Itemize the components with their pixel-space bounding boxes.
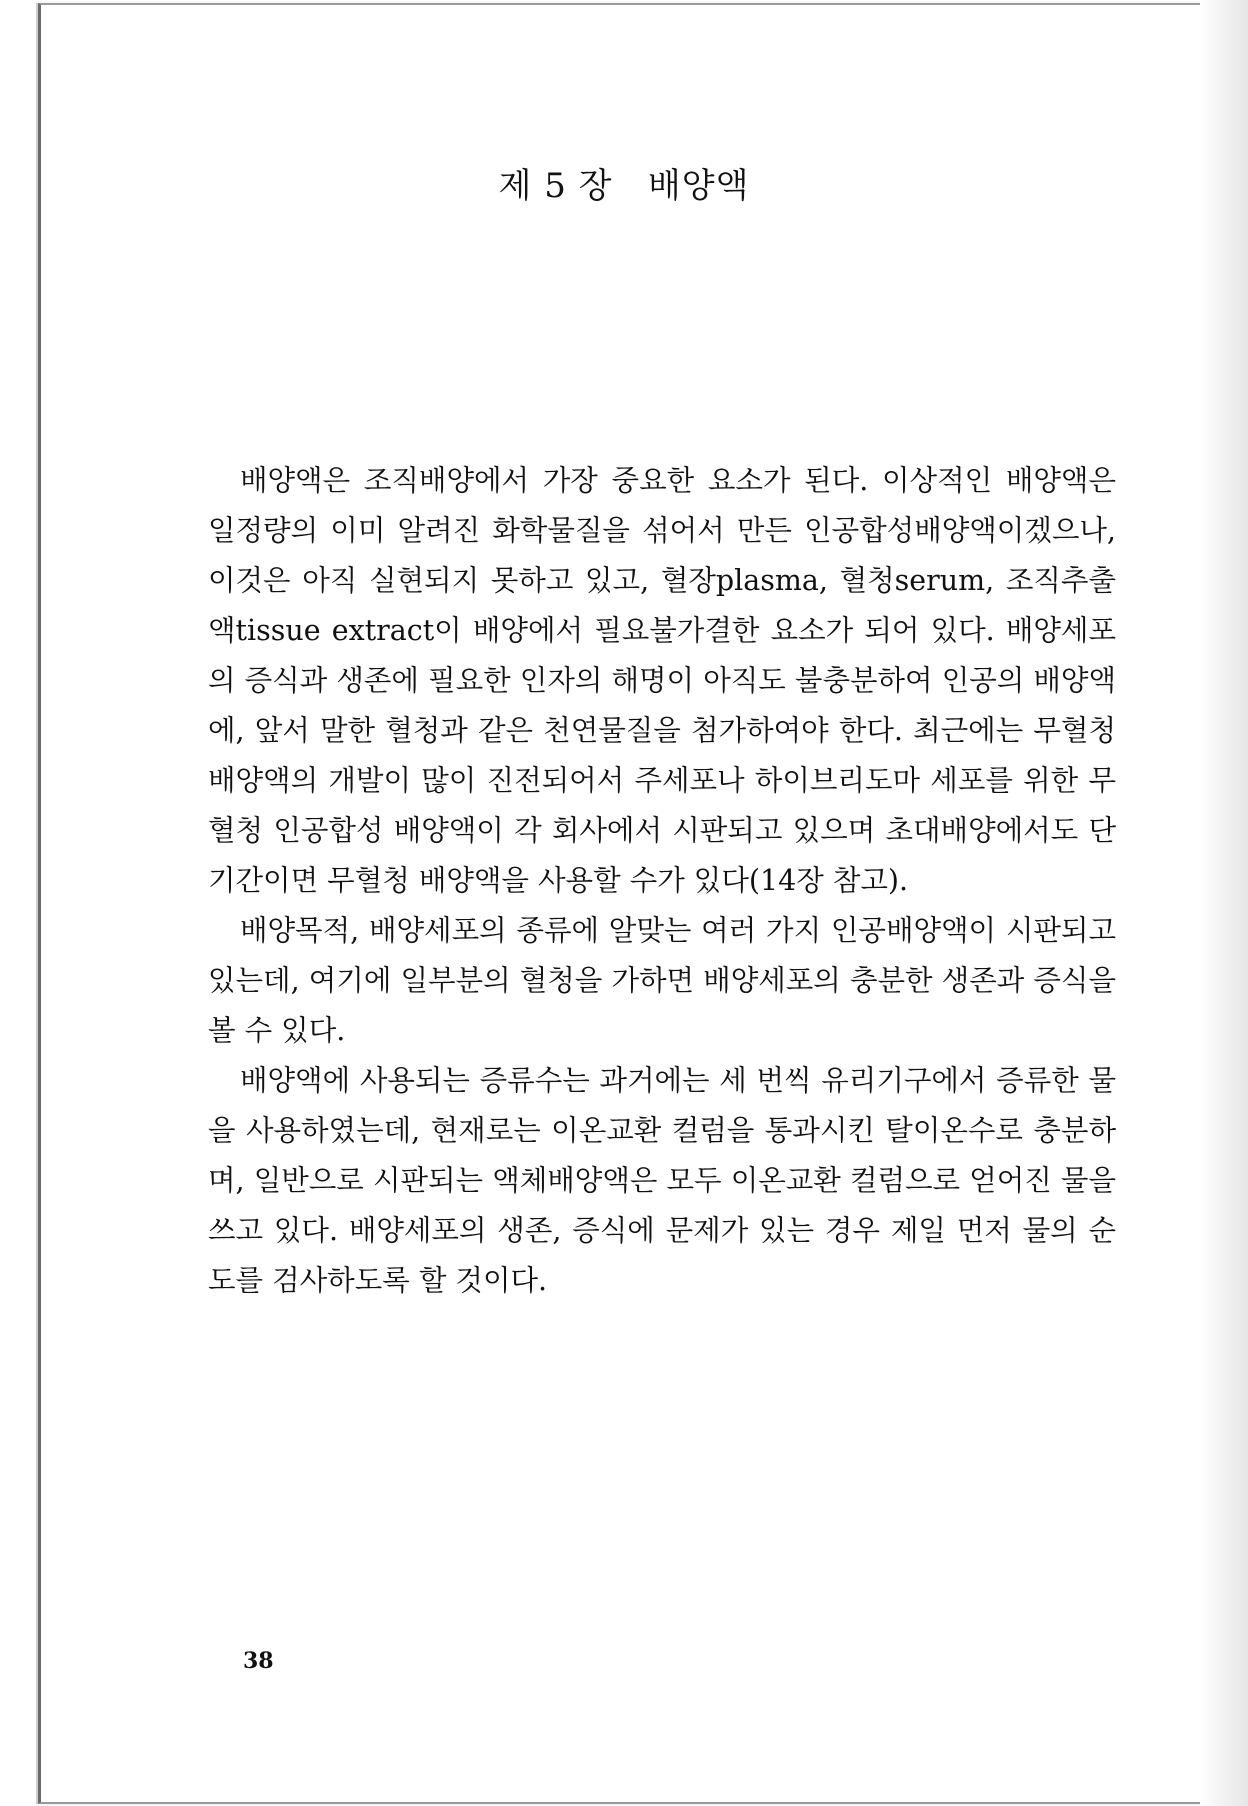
paragraph-1: 배양액은 조직배양에서 가장 중요한 요소가 된다. 이상적인 배양액은 일정량의 이미 알려진 화학물질을 섞어서 만든 인공합성배양액이겠으나, 이것은 아직 실현되지 못하고 있고, 혈장plasma, 혈청serum, 조직추출액tissue extract이 배양에서 필요불가결한 요소가 되어 있다. 배양세포의 증식과 생존에 필요한 인자의 해명이 아직도 불충분하여 인공의 배양액에, 앞서 말한 혈청과 같은 천연물질을 첨가하여야 한다. 최근에는 무혈청 배양액의 개발이 많이 진전되어서 주세포나 하이브리도마 세포를 위한 무혈청 인공합성 배양액이 각 회사에서 시판되고 있으며 초대배양에서도 단기간이면 무혈청 배양액을 사용할 수가 있다(14장 참고). <box>208 464 1116 897</box>
body-text <box>208 456 1116 1306</box>
page-number: 38 <box>243 1648 274 1674</box>
chapter-title: 제 5 장 배양액 <box>498 166 750 206</box>
paragraph-3: 배양액에 사용되는 증류수는 과거에는 세 번씩 유리기구에서 증류한 물을 사용하였는데, 현재로는 이온교환 컬럼을 통과시킨 탈이온수로 충분하며, 일반으로 시판되는 액체배양액은 모두 이온교환 컬럼으로 얻어진 물을 쓰고 있다. 배양세포의 생존, 증식에 문제가 있는 경우 제일 먼저 물의 순도를 검사하도록 할 것이다. <box>208 1064 1116 1297</box>
page-edge-shadow <box>1200 0 1248 1806</box>
paragraph-2: 배양목적, 배양세포의 종류에 알맞는 여러 가지 인공배양액이 시판되고 있는데, 여기에 일부분의 혈청을 가하면 배양세포의 충분한 생존과 증식을 볼 수 있다. <box>208 914 1116 1047</box>
